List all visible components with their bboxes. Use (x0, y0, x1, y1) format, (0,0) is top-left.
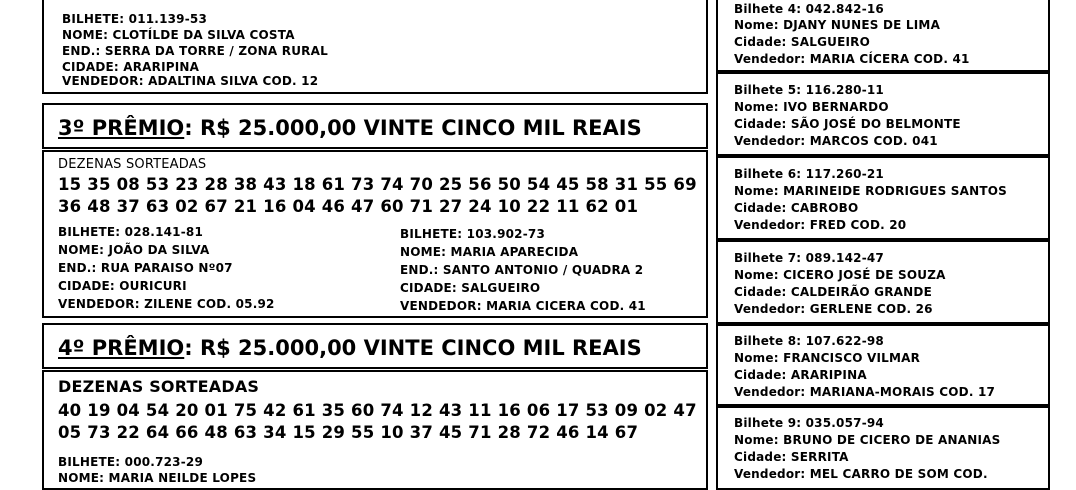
ticket-number: Bilhete 8: 107.622-98 (734, 334, 884, 348)
prize3-colon: : (184, 116, 193, 140)
prize3-title-line (58, 115, 642, 141)
prize3-header (42, 103, 708, 149)
winner-city: CIDADE: SALGUEIRO (400, 281, 541, 295)
ticket-number: Bilhete 5: 116.280-11 (734, 83, 884, 97)
ticket-seller: Vendedor: MARIANA-MORAIS COD. 17 (734, 385, 996, 399)
prize4-header (42, 323, 708, 369)
winner-name: NOME: CLOTÍLDE DA SILVA COSTA (62, 28, 295, 42)
ticket-name: Nome: CICERO JOSÉ DE SOUZA (734, 268, 946, 282)
ticket-number: Bilhete 6: 117.260-21 (734, 167, 884, 181)
winner-address: END.: SANTO ANTONIO / QUADRA 2 (400, 263, 644, 277)
ticket-seller: Vendedor: MEL CARRO DE SOM COD. (734, 467, 988, 481)
prize4-colon: : (184, 336, 193, 360)
winner-address: END.: RUA PARAISO Nº07 (58, 261, 233, 275)
ticket-number: BILHETE: 028.141-81 (58, 225, 203, 239)
prize4-dezenas-label: DEZENAS SORTEADAS (58, 377, 260, 396)
prize4-title-line (58, 335, 642, 361)
winner-seller: VENDEDOR: ADALTINA SILVA COD. 12 (62, 74, 319, 88)
ticket-number: BILHETE: 000.723-29 (58, 455, 203, 469)
ticket-city: Cidade: SERRITA (734, 450, 849, 464)
top-winner-box (42, 0, 708, 94)
prize3-amount: R$ 25.000,00 VINTE CINCO MIL REAIS (192, 116, 642, 140)
winner-name: NOME: MARIA NEILDE LOPES (58, 471, 257, 485)
ticket-box-4 (716, 0, 1050, 72)
prize3-numbers-row-1: 15 35 08 53 23 28 38 43 18 61 73 74 70 25 56 50 54 45 58 31 55 69 (58, 175, 697, 194)
ticket-box-6 (716, 156, 1050, 240)
ticket-city: Cidade: CALDEIRÃO GRANDE (734, 285, 932, 299)
ticket-name: Nome: BRUNO DE CICERO DE ANANIAS (734, 433, 1001, 447)
ticket-name: Nome: DJANY NUNES DE LIMA (734, 18, 941, 32)
prize4-body (42, 370, 708, 490)
prize4-title: 4º PRÊMIO (58, 336, 185, 360)
ticket-box-7 (716, 240, 1050, 324)
winner-name: NOME: MARIA APARECIDA (400, 245, 579, 259)
ticket-city: Cidade: SALGUEIRO (734, 35, 870, 49)
ticket-number: BILHETE: 011.139-53 (62, 12, 207, 26)
ticket-seller: Vendedor: MARIA CÍCERA COD. 41 (734, 52, 970, 66)
prize3-numbers-row-2: 36 48 37 63 02 67 21 16 04 46 47 60 71 27 24 10 22 11 62 01 (58, 197, 639, 216)
prize4-numbers-row-1: 40 19 04 54 20 01 75 42 61 35 60 74 12 43 11 16 06 17 53 09 02 47 (58, 401, 697, 420)
prize4-amount: R$ 25.000,00 VINTE CINCO MIL REAIS (192, 336, 642, 360)
winner-city: CIDADE: OURICURI (58, 279, 187, 293)
ticket-box-9 (716, 406, 1050, 490)
ticket-name: Nome: MARINEIDE RODRIGUES SANTOS (734, 184, 1008, 198)
ticket-box-5 (716, 72, 1050, 156)
prize3-dezenas-label: DEZENAS SORTEADAS (58, 157, 207, 172)
winner-seller: VENDEDOR: ZILENE COD. 05.92 (58, 297, 275, 311)
ticket-number: Bilhete 7: 089.142-47 (734, 251, 884, 265)
ticket-city: Cidade: CABROBO (734, 201, 859, 215)
ticket-number: Bilhete 9: 035.057-94 (734, 416, 884, 430)
ticket-city: Cidade: ARARIPINA (734, 368, 867, 382)
prize3-body (42, 150, 708, 318)
winner-name: NOME: JOÃO DA SILVA (58, 243, 210, 257)
ticket-seller: Vendedor: GERLENE COD. 26 (734, 302, 933, 316)
ticket-name: Nome: FRANCISCO VILMAR (734, 351, 921, 365)
ticket-number: Bilhete 4: 042.842-16 (734, 2, 884, 16)
winner-address: END.: SERRA DA TORRE / ZONA RURAL (62, 44, 328, 58)
ticket-seller: Vendedor: MARCOS COD. 041 (734, 134, 938, 148)
winner-city: CIDADE: ARARIPINA (62, 60, 200, 74)
winner-seller: VENDEDOR: MARIA CICERA COD. 41 (400, 299, 646, 313)
ticket-name: Nome: IVO BERNARDO (734, 100, 889, 114)
ticket-city: Cidade: SÃO JOSÉ DO BELMONTE (734, 117, 961, 131)
prize3-title: 3º PRÊMIO (58, 116, 185, 140)
ticket-seller: Vendedor: FRED COD. 20 (734, 218, 907, 232)
ticket-number: BILHETE: 103.902-73 (400, 227, 545, 241)
ticket-box-8 (716, 324, 1050, 406)
prize4-numbers-row-2: 05 73 22 64 66 48 63 34 15 29 55 10 37 45 71 28 72 46 14 67 (58, 423, 639, 442)
